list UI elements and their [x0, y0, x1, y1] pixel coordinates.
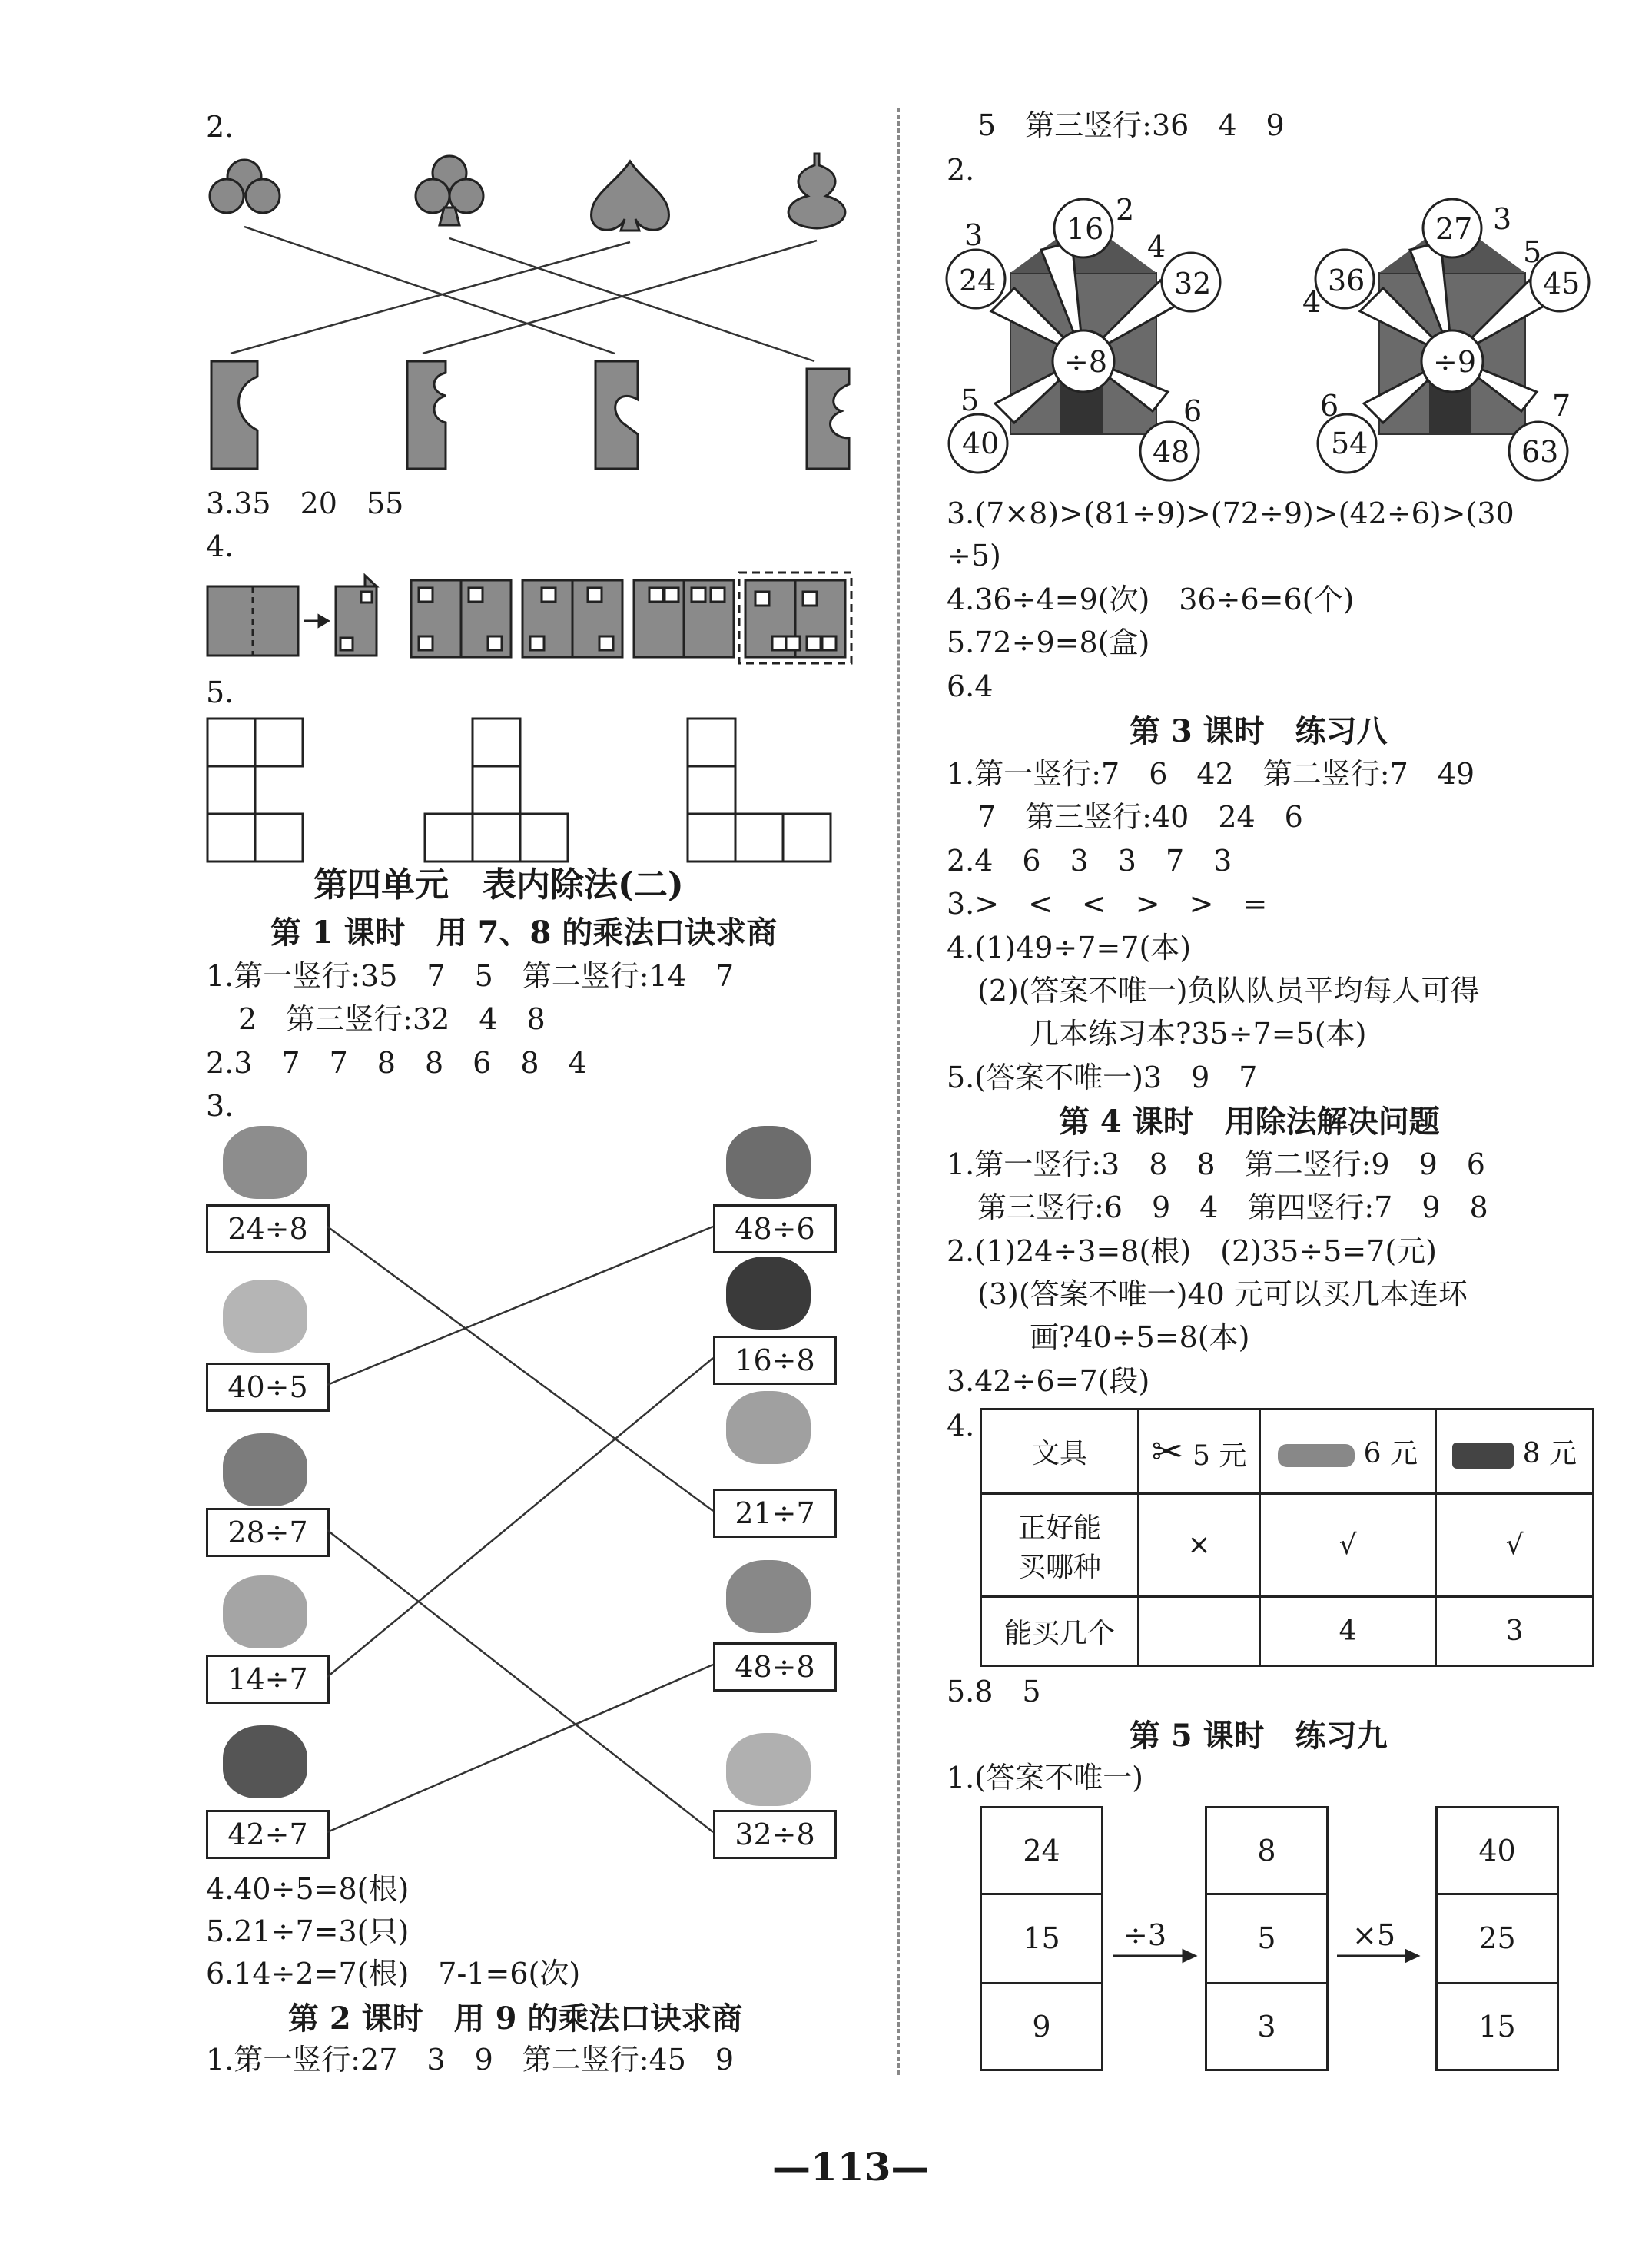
l3-q4-line2: (2)(答案不唯一)负队队员平均每人可得 — [977, 974, 1480, 1008]
row1-c1: × — [1139, 1494, 1260, 1597]
c3-r1: 40 — [1435, 1806, 1559, 1895]
pencilcase-cell — [1259, 1409, 1435, 1494]
stationery-table — [980, 1408, 1594, 1667]
r-q6: 6.4 — [947, 669, 994, 703]
l5-q1: 1.(答案不唯一) — [947, 1761, 1143, 1794]
w1-out-right: 32 — [1174, 267, 1212, 300]
row2-c3: 3 — [1436, 1597, 1594, 1666]
l4-q4-label: 4. — [947, 1409, 975, 1443]
w2-out-left: 36 — [1328, 264, 1365, 297]
l3-q3: 3.> < < > > = — [947, 887, 1268, 921]
r-q3-line1: 3.(7×8)>(81÷9)>(72÷9)>(42÷6)>(30 — [947, 496, 1514, 530]
c1-r3: 9 — [980, 1982, 1103, 2071]
page-number: —113— — [772, 2144, 930, 2190]
l4-q2-line1: 2.(1)24÷3=8(根) (2)35÷5=7(元) — [947, 1234, 1437, 1268]
right-box-1: 48÷6 — [713, 1204, 837, 1253]
r-q5: 5.72÷9=8(盒) — [947, 626, 1150, 659]
left-box-4: 14÷7 — [206, 1655, 330, 1704]
w2-in-br: 7 — [1552, 389, 1571, 423]
w1-out-bl: 40 — [962, 427, 1000, 460]
lesson2-title: 第 2 课时 用 9 的乘法口诀求商 — [288, 2000, 743, 2037]
l1-q1-line2: 2 第三竖行:32 4 8 — [238, 1002, 546, 1036]
l3-q5: 5.(答案不唯一)3 9 7 — [947, 1061, 1258, 1094]
q3-answer: 3.35 20 55 — [206, 486, 404, 520]
w2-in-left: 4 — [1302, 285, 1322, 319]
w2-in-bl: 6 — [1320, 389, 1339, 423]
c2-r3: 3 — [1205, 1982, 1329, 2071]
right-box-3: 21÷7 — [713, 1489, 837, 1538]
r-q2-label: 2. — [947, 153, 975, 187]
right-box-2: 16÷8 — [713, 1336, 837, 1385]
lesson3-title: 第 3 课时 练习八 — [1130, 713, 1388, 749]
c3-r2: 25 — [1435, 1893, 1559, 1984]
scissors-icon: ✂ — [1151, 1429, 1184, 1474]
right-box-5: 32÷8 — [713, 1810, 837, 1859]
l4-q1-line1: 1.第一竖行:3 8 8 第二竖行:9 9 6 — [947, 1147, 1485, 1181]
r-top-line: 5 第三竖行:36 4 9 — [977, 108, 1285, 142]
l1-q4: 4.40÷5=8(根) — [206, 1872, 410, 1906]
w2-out-bl: 54 — [1331, 427, 1368, 460]
left-box-5: 42÷7 — [206, 1810, 330, 1859]
q5-label: 5. — [206, 676, 234, 709]
row1-c3: √ — [1436, 1494, 1594, 1597]
scissors-cell — [1139, 1409, 1260, 1494]
c2-r2: 5 — [1205, 1893, 1329, 1984]
price-pencilcase: 6 元 — [1363, 1438, 1418, 1469]
op-arrows — [1106, 1944, 1429, 1967]
l4-q1-line2: 第三竖行:6 9 4 第四竖行:7 9 8 — [977, 1190, 1488, 1224]
w1-out-top: 16 — [1067, 212, 1104, 246]
w1-out-left: 24 — [959, 264, 997, 297]
left-box-3: 28÷7 — [206, 1508, 330, 1557]
pencil-case-icon — [1278, 1444, 1355, 1467]
r-q3-line2: ÷5) — [947, 539, 1001, 573]
row2-c2: 4 — [1259, 1597, 1435, 1666]
w1-in-bl: 5 — [960, 383, 980, 417]
row2-c1 — [1139, 1597, 1260, 1666]
l3-q4-line3: 几本练习本?35÷7=5(本) — [1030, 1017, 1367, 1051]
row1-c2: √ — [1259, 1494, 1435, 1597]
l4-q3: 3.42÷6=7(段) — [947, 1364, 1150, 1398]
price-stapler: 8 元 — [1522, 1438, 1577, 1469]
unit-title: 第四单元 表内除法(二) — [313, 865, 684, 905]
lesson5-title: 第 5 课时 练习九 — [1130, 1718, 1388, 1754]
l3-q1-line1: 1.第一竖行:7 6 42 第二竖行:7 49 — [947, 757, 1475, 791]
w1-center: ÷8 — [1064, 345, 1108, 379]
w2-out-top: 27 — [1435, 212, 1473, 246]
w1-in-br: 6 — [1183, 394, 1203, 428]
division-windmills — [937, 188, 1614, 488]
row2-label: 能买几个 — [981, 1597, 1139, 1666]
l3-q2: 2.4 6 3 3 7 3 — [947, 844, 1232, 878]
c3-r3: 15 — [1435, 1982, 1559, 2071]
q4-label: 4. — [206, 530, 234, 563]
row1-label: 正好能买哪种 — [981, 1494, 1139, 1597]
c1-r2: 15 — [980, 1893, 1103, 1984]
lesson4-title: 第 4 课时 用除法解决问题 — [1059, 1104, 1440, 1140]
stapler-icon — [1452, 1443, 1514, 1469]
l4-q5: 5.8 5 — [947, 1675, 1041, 1708]
w1-out-br: 48 — [1153, 435, 1190, 469]
right-box-4: 48÷8 — [713, 1642, 837, 1692]
l4-q2-line3: 画?40÷5=8(本) — [1030, 1320, 1250, 1354]
table-header: 文具 — [981, 1409, 1139, 1494]
price-scissors: 5 元 — [1192, 1439, 1247, 1472]
op1-label: ÷3 — [1123, 1918, 1167, 1952]
w2-in-top: 3 — [1493, 202, 1512, 236]
l3-q1-line2: 7 第三竖行:40 24 6 — [977, 800, 1303, 834]
c2-r1: 8 — [1205, 1806, 1329, 1895]
l1-q2: 2.3 7 7 8 8 6 8 4 — [206, 1046, 587, 1080]
l2-q1: 1.第一竖行:27 3 9 第二竖行:45 9 — [206, 2043, 735, 2077]
w2-out-right: 45 — [1543, 267, 1581, 300]
w2-out-br: 63 — [1521, 435, 1559, 469]
w1-in-right: 4 — [1147, 230, 1166, 264]
l4-q2-line2: (3)(答案不唯一)40 元可以买几本连环 — [977, 1277, 1468, 1311]
l1-q6: 6.14÷2=7(根) 7-1=6(次) — [206, 1957, 581, 1990]
w2-in-right: 5 — [1523, 235, 1542, 269]
op2-label: ×5 — [1352, 1918, 1396, 1952]
left-box-2: 40÷5 — [206, 1363, 330, 1412]
l3-q4-line1: 4.(1)49÷7=7(本) — [947, 931, 1192, 964]
w1-in-left: 3 — [964, 218, 984, 252]
matching-lines — [0, 0, 891, 1921]
w2-center: ÷9 — [1433, 345, 1477, 379]
w1-in-top: 2 — [1116, 193, 1135, 227]
column-divider — [897, 108, 900, 2075]
l1-q3-label: 3. — [206, 1089, 234, 1123]
l1-q1-line1: 1.第一竖行:35 7 5 第二竖行:14 7 — [206, 959, 735, 993]
left-box-1: 24÷8 — [206, 1204, 330, 1253]
c1-r1: 24 — [980, 1806, 1103, 1895]
lesson1-title: 第 1 课时 用 7、8 的乘法口诀求商 — [270, 915, 778, 951]
q2-label: 2. — [206, 110, 234, 144]
stapler-cell — [1436, 1409, 1594, 1494]
l1-q5: 5.21÷7=3(只) — [206, 1914, 410, 1948]
r-q4: 4.36÷4=9(次) 36÷6=6(个) — [947, 583, 1355, 616]
